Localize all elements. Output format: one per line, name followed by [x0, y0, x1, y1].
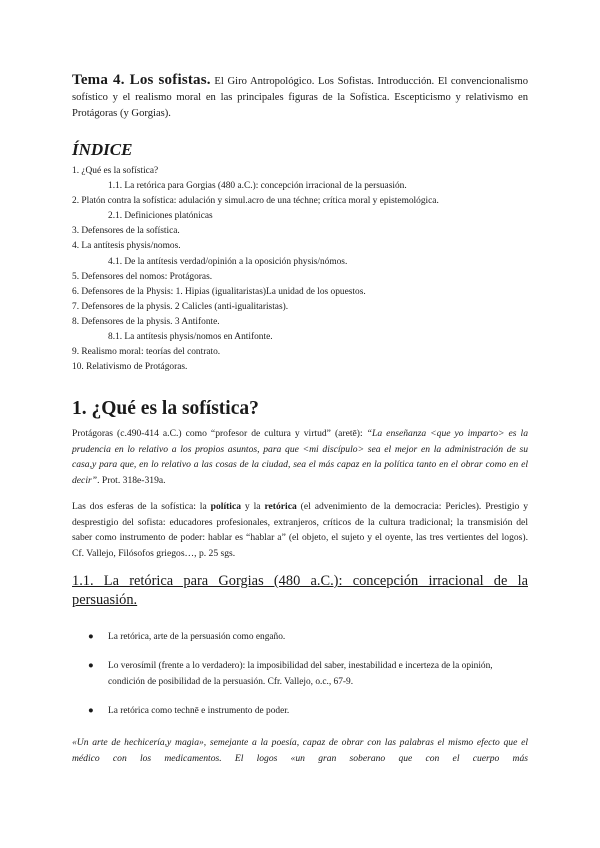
toc-item: 1. ¿Qué es la sofística?	[72, 166, 159, 176]
topic-title: Tema 4. Los sofistas.	[72, 72, 211, 88]
bullet-list	[72, 630, 528, 734]
toc-item: 4.1. De la antítesis verdad/opinión a la oposición physis/nómos.	[108, 256, 348, 267]
bullet-item	[72, 659, 528, 690]
section-1-paragraph-1	[72, 426, 528, 488]
toc-item: 6. Defensores de la Physis: 1. Hipias (igualitaristas)La unidad de los opuestos.	[72, 286, 366, 297]
quote-container	[72, 735, 528, 767]
toc-item: 1.1. La retórica para Gorgias (480 a.C.): concepción irracional de la persuasión.	[108, 181, 407, 192]
bullet-text: La retórica, arte de la persuasión como engaño.	[108, 632, 286, 642]
toc-item: 3. Defensores de la sofística.	[72, 226, 180, 237]
bullet-dot-icon: ●	[88, 632, 94, 642]
index-title: ÍNDICE	[72, 140, 133, 159]
toc-item: 8.1. La antítesis physis/nomos en Antifonte.	[108, 332, 273, 343]
toc-item: 9. Realismo moral: teorías del contrato.	[72, 347, 221, 358]
bullet-item	[72, 630, 528, 645]
toc-item: 10. Relativismo de Protágoras.	[72, 362, 188, 373]
p2-text-d: (el advenimiento de la democracia: Pericles). Prestigio y desprestigio del sofista: educadores profesionales, extranjeros, críticos de la cultura tradicional; la transmisión del saber como instrumento de poder: hablar es “hablar a” (el objeto, el sujeto y el oyente, las tres vertientes del logos). Cf. Vallejo, Filósofos griegos…, p. 25 sgs.	[72, 501, 529, 559]
bullet-text: La retórica como technē e instrumento de poder.	[108, 706, 290, 717]
toc-item: 7. Defensores de la physis. 2 Calicles (anti-igualitaristas).	[72, 301, 289, 312]
toc-item: 2.1. Definiciones platónicas	[108, 211, 213, 222]
topic-description: El Giro Antropológico. Los Sofistas. Introducción. El convencionalismo sofístico y el realismo moral en las principales figuras de la Sofística. Escepticismo y relativismo en Protágoras (y Gorgias).	[72, 76, 528, 119]
table-of-contents	[72, 164, 528, 375]
bullet-dot-icon: ●	[88, 706, 94, 717]
toc-item: 8. Defensores de la physis. 3 Antifonte.	[72, 316, 220, 327]
bullet-text: Lo verosímil (frente a lo verdadero): la imposibilidad del saber, inestabilidad e incerteza de la opinión, condición de posibilidad de la persuasión. Cfr. Vallejo, o.c., 67-9.	[108, 661, 493, 687]
p2-bold-politica: política	[210, 501, 242, 512]
p1-reference: . Prot. 318e-319a.	[97, 474, 166, 486]
intro-paragraph	[72, 72, 528, 122]
toc-item: 2. Platón contra la sofística: adulación y simul.acro de una téchne; crítica moral y epistemológica.	[72, 196, 439, 207]
toc-item: 5. Defensores del nomos: Protágoras.	[72, 271, 213, 282]
p2-text-a: Las dos esferas de la sofística: la	[72, 501, 211, 512]
p1-quote: “La enseñanza <que yo imparto> es la prudencia en lo relativo a los propios asuntos, para que <mi discípulo> sea el mejor en la administración de su casa,y para que, en lo relativo a las cosas de la ciudad, sea el más capaz en la política tanto en el obrar como en el decir”	[72, 428, 528, 486]
p1-plain: Protágoras (c.490-414 a.C.) como “profesor de cultura y virtud” (aretē):	[72, 428, 367, 439]
section-1-paragraph-2	[72, 499, 528, 561]
bullet-item	[72, 704, 528, 719]
section-1-heading: 1. ¿Qué es la sofística?	[72, 398, 259, 419]
toc-item: 4. La antítesis physis/nomos.	[72, 241, 181, 252]
p2-bold-retorica: retórica	[264, 501, 297, 512]
bullet-dot-icon: ●	[88, 661, 94, 672]
gorgias-quote: «Un arte de hechicería,y magia», semejante a la poesía, capaz de obrar con las palabras el mismo efecto que el médico con los medicamentos. El logos «un gran soberano que con el cuerpo más	[72, 737, 528, 764]
section-1-1-heading: 1.1. La retórica para Gorgias (480 a.C.): concepción irracional de la persuasión.	[72, 573, 528, 608]
p2-text-c: y la	[241, 501, 265, 512]
